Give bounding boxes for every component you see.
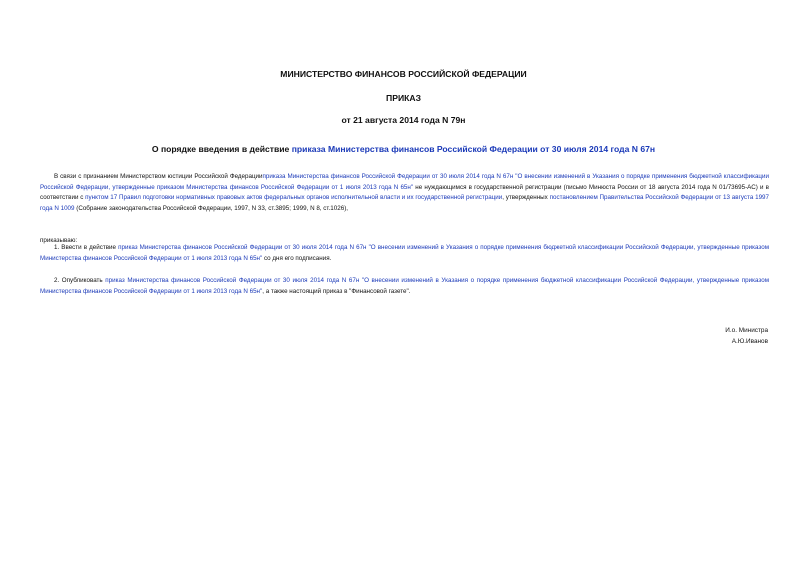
preamble-link-order[interactable]: приказа Министерства финансов Российской Федерации от 30 июля 2014 года N 67н "О внесении изменений в Указания о порядке применения бюджетной классификации Российской Федерации, утвержденные приказом Министерства финансов Российской Федерации от 1 июля 2013 года N 65н" xyxy=(40,173,769,191)
preamble-text-4: (Собрание законодательства Российской Федерации, 1997, N 33, ст.3895; 1999, N 8, ст.1026), xyxy=(74,204,349,212)
document-type-heading: ПРИКАЗ xyxy=(386,93,421,103)
item2-link[interactable]: приказ Министерства финансов Российской Федерации от 30 июля 2014 года N 67н "О внесении изменений в Указания о порядке применения бюджетной классификации Российской Федерации, утвержденные приказом Министерства финансов Российской Федерации от 1 июля 2013 года N 65н" xyxy=(40,277,769,295)
preamble-text-2: не нуждающимся в государственной регистрации (письмо Минюста России от 18 августа 2014 года N 01/73695-АС) и в соответствии с xyxy=(40,183,769,202)
item1-link[interactable]: приказ Министерства финансов Российской Федерации от 30 июля 2014 года N 67н "О внесении изменений в Указания о порядке применения бюджетной классификации Российской Федерации, утвержденные приказом Министерства финансов Российской Федерации от 1 июля 2013 года N 65н" xyxy=(40,244,769,262)
preamble-text-1: В связи с признанием Министерством юстиции Российской Федерации xyxy=(54,173,263,180)
document-title xyxy=(0,144,807,154)
item1-text-2: со дня его подписания. xyxy=(262,254,332,262)
date-number-heading: от 21 августа 2014 года N 79н xyxy=(341,115,466,125)
title-prefix: О порядке введения в действие xyxy=(151,144,292,154)
item2-text-2: , а также настоящий приказ в "Финансовой газете". xyxy=(262,287,411,295)
ministry-heading: МИНИСТЕРСТВО ФИНАНСОВ РОССИЙСКОЙ ФЕДЕРАЦИИ xyxy=(280,69,527,79)
preamble-text-3: , утвержденных xyxy=(502,194,550,202)
preamble-link-rules[interactable]: пунктом 17 Правил подготовки нормативных правовых актов федеральных органов исполнительной власти и их государственной регистрации xyxy=(85,194,503,202)
item1-text-1: 1. Ввести в действие xyxy=(54,244,119,251)
preamble-paragraph xyxy=(40,172,769,214)
order-item-1 xyxy=(40,243,769,264)
title-link[interactable]: приказа Министерства финансов Российской Федерации от 30 июля 2014 года N 67н xyxy=(291,144,656,154)
order-verb: приказываю: xyxy=(40,237,78,244)
signature-position: И.о. Министра xyxy=(725,327,768,334)
order-item-2 xyxy=(40,276,769,297)
item2-text-1: 2. Опубликовать xyxy=(54,277,106,284)
preamble-link-resolution[interactable]: постановлением Правительства Российской Федерации от 13 августа 1997 года N 1009 xyxy=(40,194,769,212)
signature-name: А.Ю.Иванов xyxy=(731,338,768,345)
